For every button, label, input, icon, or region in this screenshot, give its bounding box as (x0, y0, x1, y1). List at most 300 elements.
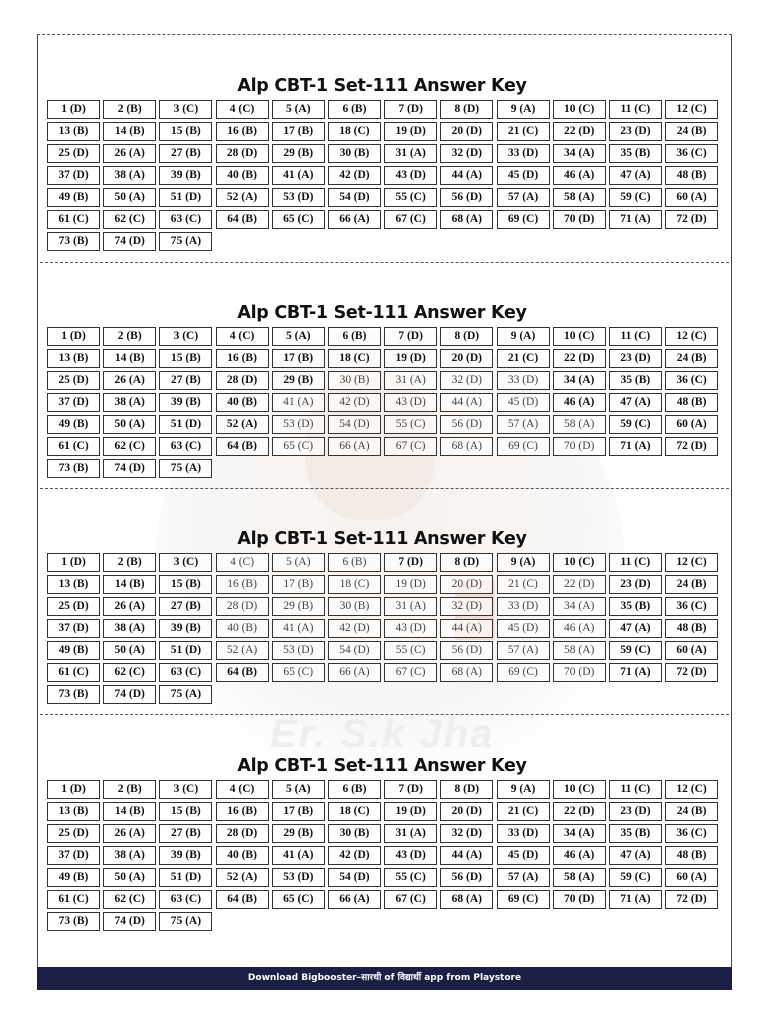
answer-cell: 64 (B) (216, 890, 269, 909)
answer-cell: 38 (A) (103, 393, 156, 412)
answer-cell: 67 (C) (384, 890, 437, 909)
answer-cell: 66 (A) (328, 890, 381, 909)
answer-cell: 30 (B) (328, 371, 381, 390)
answer-cell: 33 (D) (497, 144, 550, 163)
answer-grid (47, 780, 717, 931)
answer-cell: 5 (A) (272, 100, 325, 119)
answer-cell: 46 (A) (553, 393, 606, 412)
answer-cell: 24 (B) (665, 122, 718, 141)
answer-cell: 27 (B) (159, 824, 212, 843)
answer-cell: 50 (A) (103, 188, 156, 207)
answer-cell: 46 (A) (553, 619, 606, 638)
answer-cell: 37 (D) (47, 166, 100, 185)
answer-cell: 53 (D) (272, 868, 325, 887)
answer-cell: 68 (A) (440, 210, 493, 229)
answer-cell: 9 (A) (497, 100, 550, 119)
answer-cell: 62 (C) (103, 437, 156, 456)
answer-cell: 37 (D) (47, 619, 100, 638)
answer-cell: 20 (D) (440, 349, 493, 368)
answer-cell: 30 (B) (328, 824, 381, 843)
answer-cell: 2 (B) (103, 100, 156, 119)
answer-cell: 8 (D) (440, 553, 493, 572)
answer-cell: 19 (D) (384, 575, 437, 594)
answer-cell: 65 (C) (272, 437, 325, 456)
answer-cell: 42 (D) (328, 619, 381, 638)
answer-cell: 44 (A) (440, 393, 493, 412)
answer-cell: 67 (C) (384, 437, 437, 456)
answer-cell: 34 (A) (553, 371, 606, 390)
answer-cell: 38 (A) (103, 166, 156, 185)
answer-cell: 53 (D) (272, 641, 325, 660)
answer-cell: 47 (A) (609, 846, 662, 865)
answer-cell: 65 (C) (272, 890, 325, 909)
answer-cell: 48 (B) (665, 393, 718, 412)
answer-grid (47, 100, 717, 251)
answer-cell: 32 (D) (440, 371, 493, 390)
answer-cell: 3 (C) (159, 780, 212, 799)
answer-cell: 14 (B) (103, 575, 156, 594)
answer-cell: 63 (C) (159, 663, 212, 682)
answer-cell: 26 (A) (103, 597, 156, 616)
answer-cell: 69 (C) (497, 437, 550, 456)
answer-cell: 75 (A) (159, 912, 212, 931)
answer-cell: 68 (A) (440, 663, 493, 682)
answer-cell: 61 (C) (47, 210, 100, 229)
answer-cell: 6 (B) (328, 327, 381, 346)
answer-cell: 27 (B) (159, 144, 212, 163)
answer-cell: 29 (B) (272, 371, 325, 390)
answer-cell: 14 (B) (103, 349, 156, 368)
answer-cell: 75 (A) (159, 685, 212, 704)
answer-cell: 57 (A) (497, 868, 550, 887)
answer-cell: 5 (A) (272, 553, 325, 572)
answer-cell: 70 (D) (553, 663, 606, 682)
answer-cell: 14 (B) (103, 122, 156, 141)
answer-cell: 58 (A) (553, 188, 606, 207)
answer-cell: 56 (D) (440, 188, 493, 207)
answer-cell: 15 (B) (159, 802, 212, 821)
answer-cell: 28 (D) (216, 597, 269, 616)
answer-cell: 61 (C) (47, 437, 100, 456)
answer-cell: 71 (A) (609, 437, 662, 456)
answer-cell: 63 (C) (159, 437, 212, 456)
answer-cell: 18 (C) (328, 575, 381, 594)
answer-cell: 6 (B) (328, 780, 381, 799)
answer-cell: 72 (D) (665, 663, 718, 682)
answer-cell: 31 (A) (384, 597, 437, 616)
answer-cell: 35 (B) (609, 824, 662, 843)
answer-cell: 6 (B) (328, 100, 381, 119)
answer-cell: 8 (D) (440, 780, 493, 799)
answer-cell: 38 (A) (103, 846, 156, 865)
answer-cell: 16 (B) (216, 122, 269, 141)
answer-cell: 62 (C) (103, 890, 156, 909)
section-title: Alp CBT-1 Set-111 Answer Key (237, 76, 527, 96)
section-divider (40, 488, 729, 489)
top-divider (37, 34, 732, 35)
answer-cell: 45 (D) (497, 393, 550, 412)
answer-cell: 31 (A) (384, 824, 437, 843)
answer-cell: 13 (B) (47, 802, 100, 821)
answer-cell: 53 (D) (272, 415, 325, 434)
answer-key-section-4 (47, 756, 717, 931)
answer-cell: 41 (A) (272, 619, 325, 638)
answer-cell: 48 (B) (665, 846, 718, 865)
answer-cell: 59 (C) (609, 868, 662, 887)
answer-cell: 66 (A) (328, 663, 381, 682)
answer-cell: 20 (D) (440, 122, 493, 141)
answer-cell: 27 (B) (159, 597, 212, 616)
answer-cell: 51 (D) (159, 641, 212, 660)
answer-cell: 17 (B) (272, 575, 325, 594)
answer-cell: 55 (C) (384, 868, 437, 887)
answer-cell: 56 (D) (440, 415, 493, 434)
answer-cell: 48 (B) (665, 619, 718, 638)
answer-cell: 52 (A) (216, 188, 269, 207)
answer-cell: 37 (D) (47, 846, 100, 865)
answer-cell: 36 (C) (665, 144, 718, 163)
answer-cell: 11 (C) (609, 780, 662, 799)
answer-cell: 49 (B) (47, 641, 100, 660)
answer-cell: 49 (B) (47, 188, 100, 207)
answer-cell: 9 (A) (497, 780, 550, 799)
answer-cell: 2 (B) (103, 553, 156, 572)
answer-cell: 19 (D) (384, 349, 437, 368)
answer-cell: 73 (B) (47, 912, 100, 931)
answer-cell: 17 (B) (272, 122, 325, 141)
answer-cell: 71 (A) (609, 890, 662, 909)
answer-cell: 71 (A) (609, 210, 662, 229)
answer-cell: 26 (A) (103, 371, 156, 390)
answer-cell: 71 (A) (609, 663, 662, 682)
answer-cell: 12 (C) (665, 327, 718, 346)
answer-cell: 4 (C) (216, 327, 269, 346)
answer-cell: 3 (C) (159, 100, 212, 119)
answer-cell: 28 (D) (216, 144, 269, 163)
answer-cell: 4 (C) (216, 100, 269, 119)
answer-cell: 75 (A) (159, 232, 212, 251)
answer-cell: 22 (D) (553, 802, 606, 821)
answer-cell: 9 (A) (497, 553, 550, 572)
answer-cell: 72 (D) (665, 437, 718, 456)
answer-cell: 59 (C) (609, 641, 662, 660)
answer-cell: 3 (C) (159, 327, 212, 346)
answer-cell: 67 (C) (384, 210, 437, 229)
answer-cell: 5 (A) (272, 327, 325, 346)
answer-cell: 23 (D) (609, 802, 662, 821)
answer-cell: 41 (A) (272, 393, 325, 412)
answer-cell: 7 (D) (384, 100, 437, 119)
answer-cell: 7 (D) (384, 780, 437, 799)
answer-cell: 70 (D) (553, 437, 606, 456)
footer-banner: Download Bigbooster–सारथी of विद्यार्थी app from Playstore (37, 967, 732, 990)
answer-cell: 22 (D) (553, 575, 606, 594)
answer-cell: 12 (C) (665, 100, 718, 119)
answer-cell: 32 (D) (440, 824, 493, 843)
answer-cell: 22 (D) (553, 122, 606, 141)
answer-cell: 57 (A) (497, 415, 550, 434)
answer-cell: 39 (B) (159, 166, 212, 185)
answer-cell: 16 (B) (216, 575, 269, 594)
answer-cell: 18 (C) (328, 802, 381, 821)
answer-cell: 43 (D) (384, 393, 437, 412)
answer-cell: 17 (B) (272, 349, 325, 368)
answer-cell: 39 (B) (159, 846, 212, 865)
answer-cell: 21 (C) (497, 122, 550, 141)
answer-cell: 50 (A) (103, 868, 156, 887)
answer-cell: 42 (D) (328, 846, 381, 865)
answer-cell: 16 (B) (216, 349, 269, 368)
answer-cell: 13 (B) (47, 349, 100, 368)
answer-cell: 31 (A) (384, 144, 437, 163)
answer-cell: 2 (B) (103, 780, 156, 799)
answer-cell: 43 (D) (384, 619, 437, 638)
answer-cell: 63 (C) (159, 890, 212, 909)
answer-cell: 24 (B) (665, 349, 718, 368)
answer-cell: 36 (C) (665, 371, 718, 390)
answer-cell: 45 (D) (497, 846, 550, 865)
answer-cell: 47 (A) (609, 393, 662, 412)
answer-cell: 1 (D) (47, 327, 100, 346)
section-divider (40, 714, 729, 715)
answer-cell: 64 (B) (216, 437, 269, 456)
answer-cell: 12 (C) (665, 780, 718, 799)
answer-cell: 12 (C) (665, 553, 718, 572)
answer-cell: 44 (A) (440, 846, 493, 865)
answer-cell: 62 (C) (103, 210, 156, 229)
answer-cell: 19 (D) (384, 122, 437, 141)
answer-cell: 65 (C) (272, 210, 325, 229)
answer-cell: 70 (D) (553, 210, 606, 229)
answer-cell: 30 (B) (328, 144, 381, 163)
answer-cell: 73 (B) (47, 685, 100, 704)
answer-cell: 59 (C) (609, 188, 662, 207)
answer-cell: 66 (A) (328, 210, 381, 229)
answer-cell: 1 (D) (47, 553, 100, 572)
answer-cell: 39 (B) (159, 619, 212, 638)
answer-cell: 42 (D) (328, 166, 381, 185)
answer-cell: 36 (C) (665, 597, 718, 616)
answer-cell: 69 (C) (497, 890, 550, 909)
answer-cell: 54 (D) (328, 415, 381, 434)
answer-cell: 60 (A) (665, 415, 718, 434)
answer-cell: 37 (D) (47, 393, 100, 412)
answer-cell: 54 (D) (328, 641, 381, 660)
answer-cell: 72 (D) (665, 890, 718, 909)
answer-cell: 52 (A) (216, 415, 269, 434)
answer-cell: 7 (D) (384, 327, 437, 346)
answer-cell: 60 (A) (665, 641, 718, 660)
answer-cell: 75 (A) (159, 459, 212, 478)
answer-cell: 55 (C) (384, 641, 437, 660)
answer-cell: 44 (A) (440, 166, 493, 185)
answer-cell: 34 (A) (553, 144, 606, 163)
answer-cell: 28 (D) (216, 824, 269, 843)
answer-cell: 43 (D) (384, 846, 437, 865)
answer-cell: 70 (D) (553, 890, 606, 909)
answer-cell: 22 (D) (553, 349, 606, 368)
answer-cell: 8 (D) (440, 327, 493, 346)
answer-cell: 10 (C) (553, 553, 606, 572)
answer-cell: 40 (B) (216, 846, 269, 865)
section-divider (40, 262, 729, 263)
answer-cell: 18 (C) (328, 349, 381, 368)
section-title: Alp CBT-1 Set-111 Answer Key (237, 529, 527, 549)
answer-cell: 34 (A) (553, 824, 606, 843)
answer-cell: 58 (A) (553, 641, 606, 660)
answer-cell: 17 (B) (272, 802, 325, 821)
answer-cell: 19 (D) (384, 802, 437, 821)
answer-cell: 18 (C) (328, 122, 381, 141)
answer-cell: 38 (A) (103, 619, 156, 638)
answer-cell: 54 (D) (328, 868, 381, 887)
answer-cell: 35 (B) (609, 144, 662, 163)
answer-cell: 46 (A) (553, 166, 606, 185)
section-title: Alp CBT-1 Set-111 Answer Key (237, 756, 527, 776)
answer-cell: 45 (D) (497, 619, 550, 638)
answer-cell: 35 (B) (609, 597, 662, 616)
answer-cell: 60 (A) (665, 868, 718, 887)
answer-cell: 47 (A) (609, 166, 662, 185)
answer-cell: 41 (A) (272, 166, 325, 185)
answer-cell: 21 (C) (497, 349, 550, 368)
answer-cell: 16 (B) (216, 802, 269, 821)
answer-cell: 40 (B) (216, 166, 269, 185)
answer-cell: 21 (C) (497, 575, 550, 594)
answer-cell: 59 (C) (609, 415, 662, 434)
answer-cell: 68 (A) (440, 437, 493, 456)
answer-cell: 74 (D) (103, 685, 156, 704)
answer-key-section-1 (47, 76, 717, 251)
answer-cell: 20 (D) (440, 802, 493, 821)
answer-cell: 21 (C) (497, 802, 550, 821)
answer-cell: 23 (D) (609, 575, 662, 594)
answer-cell: 14 (B) (103, 802, 156, 821)
answer-key-section-2 (47, 303, 717, 478)
answer-cell: 23 (D) (609, 122, 662, 141)
answer-cell: 11 (C) (609, 327, 662, 346)
answer-cell: 24 (B) (665, 575, 718, 594)
answer-key-section-3 (47, 529, 717, 704)
answer-cell: 46 (A) (553, 846, 606, 865)
answer-cell: 44 (A) (440, 619, 493, 638)
answer-cell: 74 (D) (103, 232, 156, 251)
section-title: Alp CBT-1 Set-111 Answer Key (237, 303, 527, 323)
answer-cell: 36 (C) (665, 824, 718, 843)
answer-cell: 10 (C) (553, 780, 606, 799)
answer-cell: 29 (B) (272, 824, 325, 843)
answer-cell: 29 (B) (272, 597, 325, 616)
answer-cell: 63 (C) (159, 210, 212, 229)
answer-cell: 43 (D) (384, 166, 437, 185)
answer-cell: 51 (D) (159, 415, 212, 434)
answer-cell: 15 (B) (159, 122, 212, 141)
answer-cell: 25 (D) (47, 371, 100, 390)
answer-cell: 23 (D) (609, 349, 662, 368)
answer-cell: 25 (D) (47, 144, 100, 163)
answer-cell: 50 (A) (103, 641, 156, 660)
answer-grid (47, 553, 717, 704)
answer-cell: 74 (D) (103, 912, 156, 931)
answer-cell: 26 (A) (103, 824, 156, 843)
answer-cell: 57 (A) (497, 188, 550, 207)
answer-cell: 11 (C) (609, 553, 662, 572)
answer-cell: 39 (B) (159, 393, 212, 412)
answer-cell: 68 (A) (440, 890, 493, 909)
answer-cell: 8 (D) (440, 100, 493, 119)
answer-cell: 32 (D) (440, 144, 493, 163)
answer-cell: 67 (C) (384, 663, 437, 682)
answer-cell: 35 (B) (609, 371, 662, 390)
answer-cell: 60 (A) (665, 188, 718, 207)
answer-cell: 58 (A) (553, 868, 606, 887)
answer-cell: 56 (D) (440, 641, 493, 660)
answer-cell: 74 (D) (103, 459, 156, 478)
answer-cell: 6 (B) (328, 553, 381, 572)
answer-cell: 49 (B) (47, 415, 100, 434)
answer-cell: 55 (C) (384, 415, 437, 434)
answer-cell: 62 (C) (103, 663, 156, 682)
answer-cell: 10 (C) (553, 100, 606, 119)
answer-cell: 1 (D) (47, 780, 100, 799)
answer-cell: 28 (D) (216, 371, 269, 390)
answer-cell: 31 (A) (384, 371, 437, 390)
answer-cell: 30 (B) (328, 597, 381, 616)
answer-cell: 13 (B) (47, 122, 100, 141)
answer-cell: 4 (C) (216, 780, 269, 799)
answer-cell: 7 (D) (384, 553, 437, 572)
answer-cell: 52 (A) (216, 641, 269, 660)
answer-cell: 15 (B) (159, 349, 212, 368)
answer-cell: 47 (A) (609, 619, 662, 638)
answer-cell: 15 (B) (159, 575, 212, 594)
answer-cell: 13 (B) (47, 575, 100, 594)
answer-cell: 10 (C) (553, 327, 606, 346)
answer-cell: 69 (C) (497, 210, 550, 229)
answer-cell: 58 (A) (553, 415, 606, 434)
answer-cell: 73 (B) (47, 232, 100, 251)
answer-cell: 52 (A) (216, 868, 269, 887)
answer-cell: 40 (B) (216, 619, 269, 638)
answer-cell: 65 (C) (272, 663, 325, 682)
answer-cell: 11 (C) (609, 100, 662, 119)
answer-cell: 24 (B) (665, 802, 718, 821)
answer-grid (47, 327, 717, 478)
answer-cell: 20 (D) (440, 575, 493, 594)
answer-cell: 64 (B) (216, 210, 269, 229)
answer-cell: 51 (D) (159, 868, 212, 887)
answer-cell: 27 (B) (159, 371, 212, 390)
answer-cell: 9 (A) (497, 327, 550, 346)
answer-cell: 64 (B) (216, 663, 269, 682)
answer-cell: 3 (C) (159, 553, 212, 572)
answer-cell: 25 (D) (47, 824, 100, 843)
answer-cell: 29 (B) (272, 144, 325, 163)
answer-cell: 61 (C) (47, 663, 100, 682)
answer-cell: 66 (A) (328, 437, 381, 456)
answer-cell: 34 (A) (553, 597, 606, 616)
answer-cell: 73 (B) (47, 459, 100, 478)
answer-cell: 33 (D) (497, 371, 550, 390)
answer-cell: 49 (B) (47, 868, 100, 887)
answer-cell: 57 (A) (497, 641, 550, 660)
answer-cell: 54 (D) (328, 188, 381, 207)
answer-cell: 69 (C) (497, 663, 550, 682)
answer-cell: 42 (D) (328, 393, 381, 412)
answer-cell: 33 (D) (497, 597, 550, 616)
answer-cell: 61 (C) (47, 890, 100, 909)
answer-cell: 40 (B) (216, 393, 269, 412)
